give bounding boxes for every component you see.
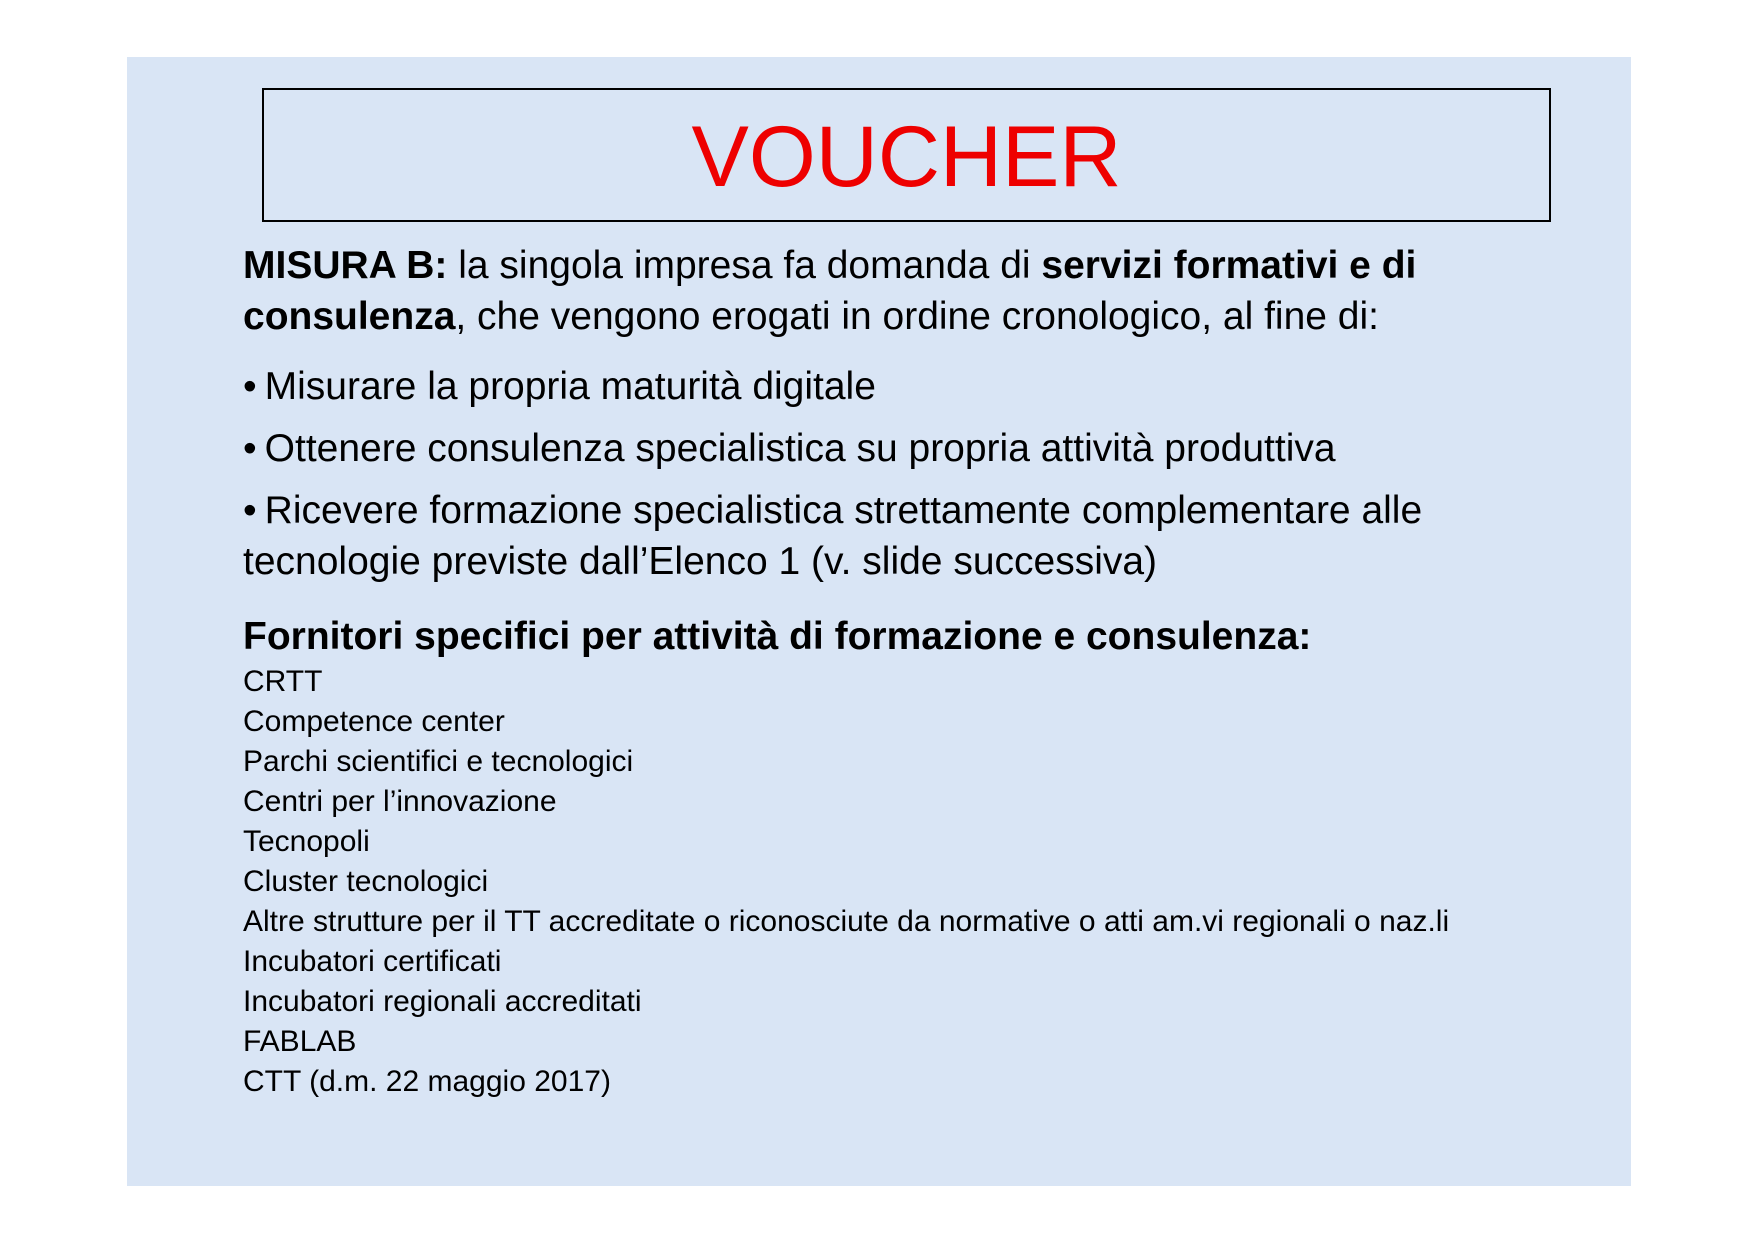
provider-item: Incubatori regionali accreditati <box>243 985 642 1018</box>
providers-list <box>243 662 1573 1102</box>
intro-label: MISURA B: <box>243 244 448 287</box>
bullet-dot: • <box>243 427 257 470</box>
bullet-item <box>243 423 1573 474</box>
bullet-item <box>243 485 1573 587</box>
provider-item: FABLAB <box>243 1025 357 1058</box>
bullet-dot: • <box>243 489 257 532</box>
bullet-item <box>243 361 1573 412</box>
bullet-text: Ricevere formazione specialistica strettamente complementare alle tecnologie previste dall’Elenco 1 (v. slide successiva) <box>243 489 1423 583</box>
provider-item: Cluster tecnologici <box>243 865 489 898</box>
provider-item: Incubatori certificati <box>243 945 502 978</box>
provider-item: Altre strutture per il TT accreditate o riconosciute da normative o atti am.vi regionali o naz.li <box>243 905 1450 938</box>
provider-item: Centri per l’innovazione <box>243 785 557 818</box>
provider-item: Tecnopoli <box>243 825 370 858</box>
provider-item: CTT (d.m. 22 maggio 2017) <box>243 1065 611 1098</box>
intro-paragraph <box>243 240 1573 342</box>
title-box <box>262 88 1551 222</box>
slide <box>127 57 1631 1186</box>
provider-item: CRTT <box>243 665 323 698</box>
bullet-text: Misurare la propria maturità digitale <box>264 365 876 408</box>
slide-body <box>243 240 1573 1102</box>
intro-text-1: la singola impresa fa domanda di <box>447 244 1042 287</box>
provider-item: Parchi scientifici e tecnologici <box>243 745 634 778</box>
providers-heading: Fornitori specifici per attività di formazione e consulenza: <box>243 615 1312 658</box>
bullet-text: Ottenere consulenza specialistica su propria attività produttiva <box>264 427 1336 470</box>
slide-title: VOUCHER <box>691 109 1122 205</box>
provider-item: Competence center <box>243 705 505 738</box>
intro-text-2: , che vengono erogati in ordine cronologico, al fine di: <box>455 295 1379 338</box>
intro-bold-1: servizi formativi e di consulenza <box>243 244 1417 338</box>
bullet-dot: • <box>243 365 257 408</box>
bullet-list <box>243 361 1573 587</box>
